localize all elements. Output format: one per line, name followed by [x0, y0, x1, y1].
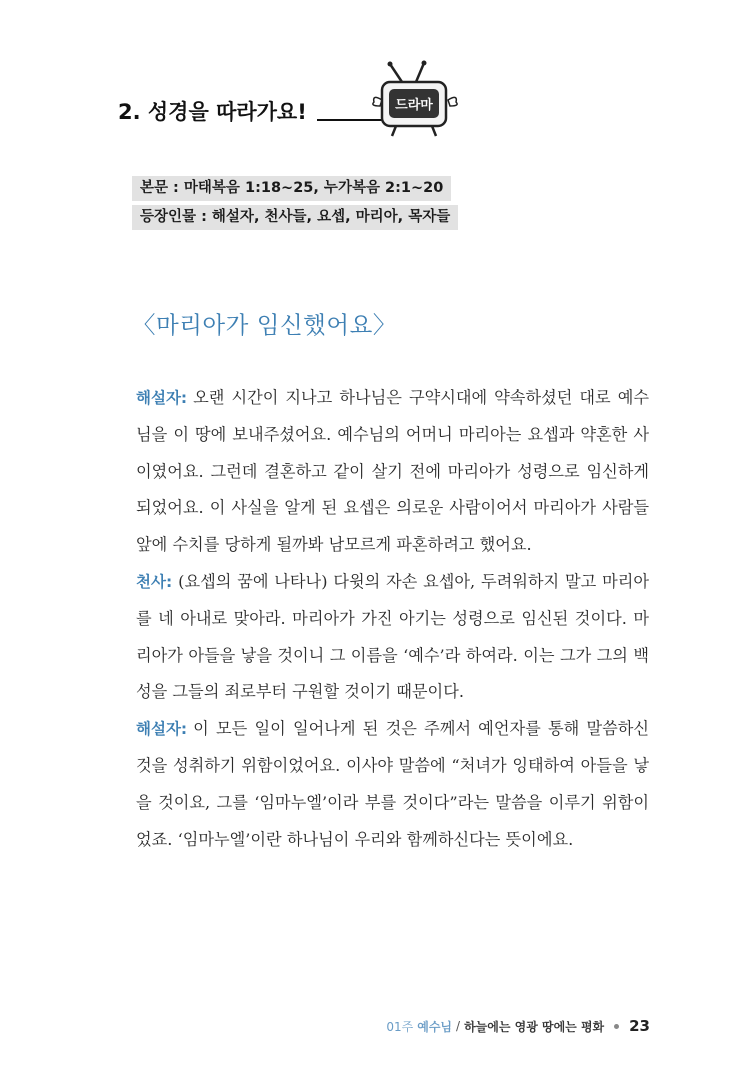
tv-wing-right — [448, 97, 457, 106]
speaker-label: 해설자: — [136, 389, 188, 407]
drama-script — [136, 380, 649, 858]
section-heading — [118, 96, 383, 126]
script-line — [136, 564, 649, 711]
tv-antenna-left — [390, 64, 402, 82]
drama-tv-icon — [372, 60, 458, 140]
footer-subtitle: 하늘에는 영광 땅에는 평화 — [464, 1019, 605, 1034]
section-title: 2. 성경을 따라가요! — [118, 100, 307, 124]
footer-week: 01주 — [386, 1019, 414, 1034]
script-line — [136, 380, 649, 564]
line-text: 이 모든 일이 일어나게 된 것은 주께서 예언자를 통해 말씀하신 것을 성취하기 위함이었어요. 이사야 말씀에 “처녀가 잉태하여 아들을 낳을 것이요, 그를 ‘임마누엘’이라 부를 것이다”라는 말씀을 이루기 위함이었죠. ‘임마누엘’이란 하나님이 우리와 함께하신다는 뜻이에요. — [136, 719, 649, 849]
tv-antenna-right — [416, 63, 424, 82]
speaker-label: 천사: — [136, 572, 173, 591]
page-number: 23 — [629, 1017, 650, 1035]
scene-title: 〈마리아가 임신했어요〉 — [132, 311, 397, 339]
passage-info-box — [132, 176, 458, 234]
page-footer — [386, 1017, 650, 1035]
scripture-reference: 본문 : 마태복음 1:18~25, 누가복음 2:1~20 — [132, 176, 451, 201]
footer-dot-icon — [614, 1024, 619, 1029]
speaker-label: 해설자: — [136, 720, 188, 739]
line-text: (요셉의 꿈에 나타나) 다윗의 자손 요셉아, 두려워하지 말고 마리아를 네 아내로 맞아라. 마리아가 가진 아기는 성령으로 임신된 것이다. 마리아가 아들을 낳을 것이니 그 이름을 ‘예수’라 하여라. 이는 그가 그의 백성을 그들의 죄로부터 구원할 것이기 때문이다. — [136, 571, 649, 702]
tv-wing-left — [373, 97, 382, 106]
script-line — [136, 711, 649, 858]
tv-screen-label: 드라마 — [395, 98, 433, 113]
characters-list: 등장인물 : 해설자, 천사들, 요셉, 마리아, 목자들 — [132, 205, 458, 230]
footer-separator: / — [456, 1019, 461, 1033]
footer-topic: 예수님 — [417, 1019, 453, 1034]
line-text: 오랜 시간이 지나고 하나님은 구약시대에 약속하셨던 대로 예수님을 이 땅에 보내주셨어요. 예수님의 어머니 마리아는 요셉과 약혼한 사이였어요. 그런데 결혼하고 같이 살기 전에 마리아가 성령으로 임신하게 되었어요. 이 사실을 알게 된 요셉은 의로운 사람이어서 마리아가 사람들 앞에 수치를 당하게 될까봐 남모르게 파혼하려고 했어요. — [136, 388, 649, 555]
